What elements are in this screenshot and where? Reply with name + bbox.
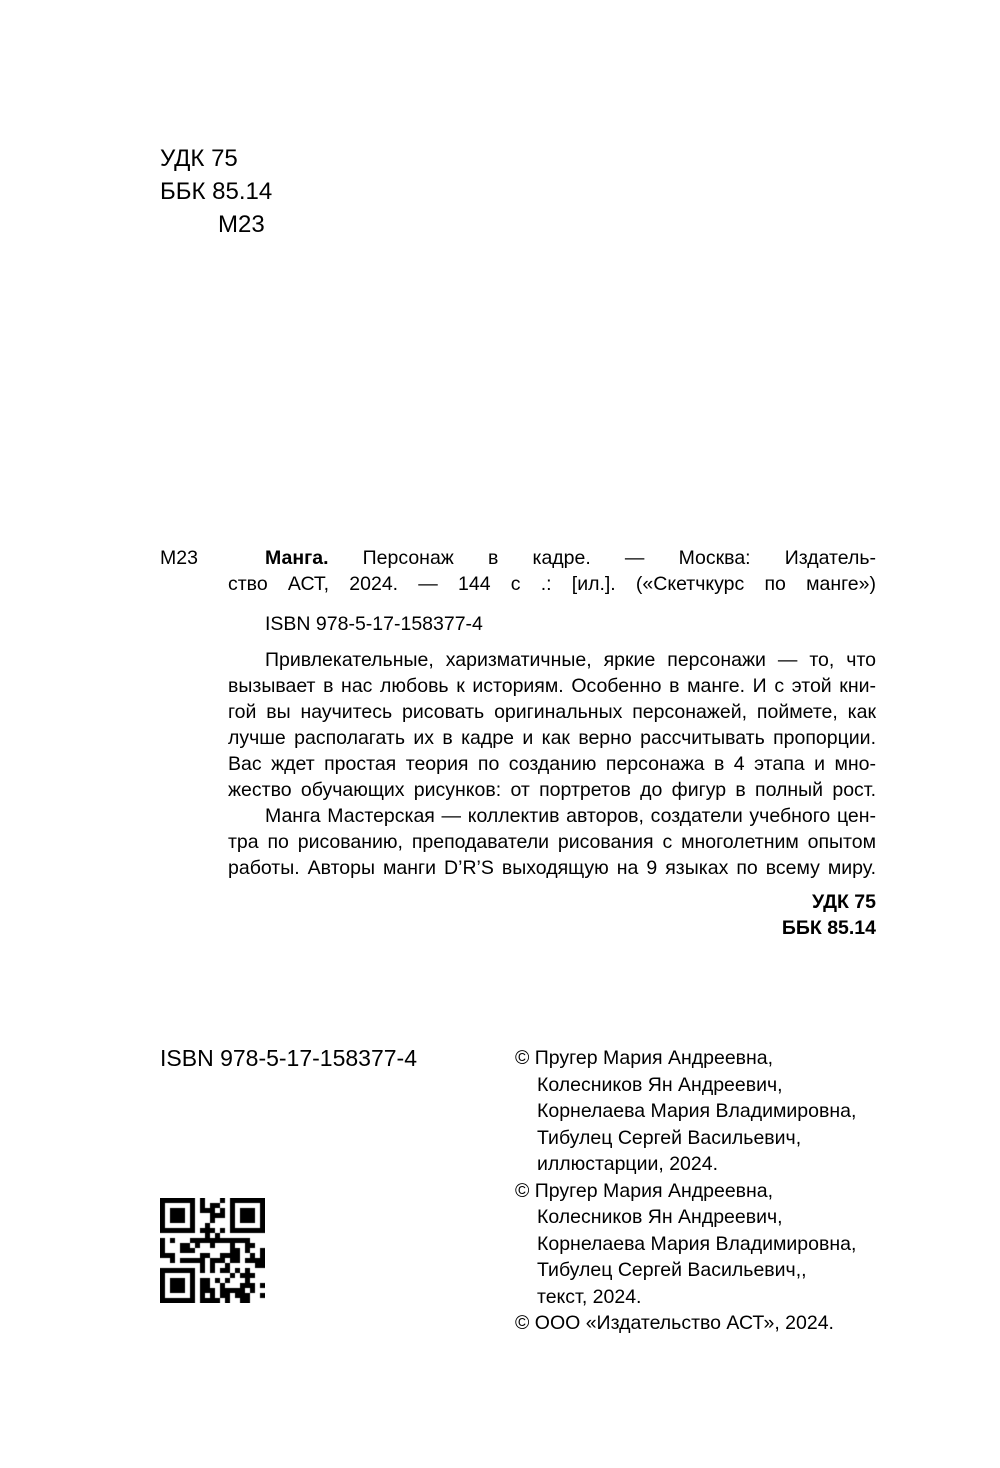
copyright-line: Корнелаева Мария Владимировна, bbox=[537, 1232, 857, 1255]
author-sign-line: М23 bbox=[218, 211, 265, 238]
record-title: Манга. bbox=[265, 547, 329, 569]
annotation-paragraph-2 bbox=[228, 803, 876, 881]
copyright-line: © Пругер Мария Андреевна, bbox=[515, 1047, 774, 1069]
copyright-line: © ООО «Издательство АСТ», 2024. bbox=[515, 1312, 834, 1334]
annotation-line: гой вы научитесь рисовать оригинальных персонажей, поймете, как bbox=[228, 701, 876, 723]
annotation-line: работы. Авторы манги D’R’S выходящую на 9 языках по всему миру. bbox=[228, 857, 876, 879]
annotation-line: вызывает в нас любовь к историям. Особенно в манге. И с этой кни- bbox=[228, 675, 876, 697]
udk-line: УДК 75 bbox=[160, 145, 238, 172]
udk-right: УДК 75 bbox=[811, 891, 876, 913]
annotation-line: Манга Мастерская — коллектив авторов, создатели учебного цен- bbox=[265, 805, 876, 827]
copyright-line: Корнелаева Мария Владимировна, bbox=[537, 1100, 857, 1122]
bbk-right: ББК 85.14 bbox=[781, 917, 876, 939]
copyright-line: иллюстарции, 2024. bbox=[537, 1153, 719, 1175]
copyright-line: © Пругер Мария Андреевна, bbox=[515, 1179, 774, 1202]
bibliographic-record-line-2: ство АСТ, 2024. — 144 с .: [ил.]. («Скетчкурс по манге») bbox=[228, 573, 876, 595]
annotation-line: Привлекательные, харизматичные, яркие персонажи — то, что bbox=[265, 649, 876, 671]
copyright-line: Тибулец Сергей Васильевич, bbox=[537, 1126, 802, 1149]
catalog-author-sign: М23 bbox=[160, 547, 198, 569]
copyright-line: Тибулец Сергей Васильевич,, bbox=[537, 1259, 807, 1281]
classification-block bbox=[160, 142, 272, 241]
qr-code bbox=[160, 1198, 265, 1303]
bbk-line: ББК 85.14 bbox=[160, 178, 273, 205]
record-rest: Персонаж в кадре. — Москва: Издатель- bbox=[328, 547, 876, 569]
bibliographic-record-line-1 bbox=[228, 545, 876, 571]
isbn-catalog: ISBN 978-5-17-158377-4 bbox=[265, 613, 483, 635]
copyright-block bbox=[515, 1045, 935, 1337]
isbn-bottom: ISBN 978-5-17-158377-4 bbox=[160, 1045, 417, 1071]
copyright-line: Колесников Ян Андреевич, bbox=[537, 1206, 783, 1228]
annotation-line: Вас ждет простая теория по созданию персонажа в 4 этапа и мно- bbox=[228, 753, 876, 775]
annotation-line: тра по рисованию, преподаватели рисования с многолетним опытом bbox=[228, 831, 876, 853]
catalog-block bbox=[228, 545, 876, 941]
annotation-line: лучше располагать их в кадре и как верно рассчитывать пропорции. bbox=[228, 727, 876, 749]
annotation-line: жество обучающих рисунков: от портретов до фигур в полный рост. bbox=[228, 779, 876, 801]
copyright-line: текст, 2024. bbox=[537, 1285, 642, 1308]
copyright-line: Колесников Ян Андреевич, bbox=[537, 1073, 783, 1096]
annotation-paragraph-1 bbox=[228, 647, 876, 803]
